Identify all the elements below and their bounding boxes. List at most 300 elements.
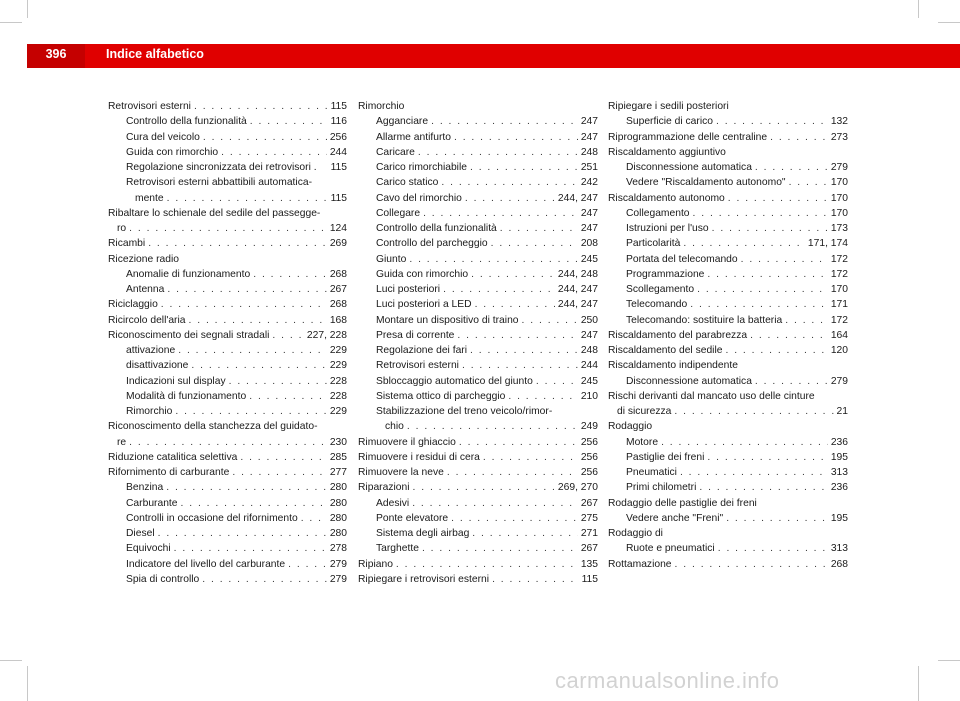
dot-leader: [419, 541, 578, 556]
index-entry-page: 245: [580, 375, 598, 387]
index-entry-page: 279: [329, 558, 347, 570]
dot-leader: [469, 526, 578, 541]
index-entry-term: ro: [117, 223, 127, 234]
dot-leader: [713, 114, 828, 129]
dot-leader: [456, 435, 578, 450]
index-entry: [108, 99, 347, 114]
index-entry-term: Ripiano: [358, 558, 393, 570]
dot-leader: [218, 145, 327, 160]
index-entry-term: Cavo del rimorchio: [376, 192, 462, 204]
index-entry-page: 228: [329, 375, 347, 387]
index-entry: [108, 236, 347, 251]
index-entry-page: 242: [580, 177, 598, 189]
index-entry: [358, 465, 598, 480]
index-entry-page: 278: [329, 543, 347, 555]
index-entry: [608, 160, 848, 175]
index-entry-term: Regolazione dei fari: [376, 345, 468, 356]
index-entry-term: Riduzione catalitica selettiva: [108, 451, 238, 463]
dot-leader: [468, 267, 555, 282]
dot-leader: [680, 236, 805, 251]
index-entry-page: 256: [580, 467, 598, 478]
index-entry-term: Rimuovere la neve: [358, 467, 444, 478]
index-entry: [108, 389, 347, 404]
dot-leader: [704, 267, 827, 282]
index-entry: [358, 221, 598, 236]
dot-leader: [451, 130, 578, 145]
index-entry-term: Controllo del parcheggio: [376, 238, 488, 250]
index-entry-page: 280: [329, 512, 347, 524]
index-entry-term: Rimuovere il ghiaccio: [358, 436, 456, 448]
index-entry-page: 269: [329, 238, 347, 250]
index-entry: [608, 480, 848, 495]
index-entry: [358, 511, 598, 526]
index-entry-term: Montare un dispositivo di traino: [376, 314, 519, 326]
dot-leader: [747, 328, 828, 343]
index-entry-term: Modalità di funzionamento: [126, 390, 247, 402]
index-entry-page: 210: [580, 390, 598, 402]
index-entry: [358, 374, 598, 389]
watermark: carmanualsonline.info: [555, 668, 780, 693]
index-entry-page: 313: [830, 467, 848, 478]
index-entry-page: 236: [830, 482, 848, 494]
index-entry-term: Primi chilometri: [626, 482, 697, 494]
index-entry-term: Istruzioni per l'uso: [626, 223, 709, 234]
index-entry: [108, 511, 347, 526]
index-entry: [608, 206, 848, 221]
index-entry-term: Pneumatici: [626, 467, 677, 478]
dot-leader: [725, 191, 828, 206]
index-entry-term: Adesivi: [376, 497, 410, 509]
crop-mark: [918, 0, 919, 18]
index-entry: [358, 496, 598, 511]
index-entry-term: Riparazioni: [358, 482, 410, 494]
index-entry-term: Telecomando: [626, 299, 688, 311]
index-entry: [608, 252, 848, 267]
index-entry-page: 250: [580, 314, 598, 326]
index-entry: [108, 541, 347, 556]
dot-leader: [420, 206, 578, 221]
index-entry: [108, 465, 347, 480]
index-entry: [358, 297, 598, 312]
index-entry-page: 267: [580, 497, 598, 509]
index-entry-term: Riscaldamento aggiuntivo: [608, 146, 726, 158]
dot-leader: [533, 374, 578, 389]
index-entry-term: Ricezione radio: [108, 253, 179, 265]
index-entry: [608, 465, 848, 480]
index-entry-page: 279: [329, 573, 347, 585]
index-entry-page: 256: [580, 436, 598, 448]
index-entry: [108, 435, 347, 450]
dot-leader: [671, 404, 833, 419]
index-entry: [358, 572, 598, 587]
dot-leader: [229, 465, 326, 480]
index-entry-term: Rodaggio delle pastiglie dei freni: [608, 497, 757, 509]
index-entry-term: Guida con rimorchio: [376, 268, 469, 280]
index-entry-page: 267: [580, 543, 598, 555]
index-entry-page: 247: [580, 223, 598, 234]
index-entry-page: 172: [830, 268, 848, 280]
index-entry-term: Rottamazione: [608, 558, 672, 570]
index-entry: [358, 191, 598, 206]
dot-leader: [519, 313, 578, 328]
dot-leader: [409, 496, 578, 511]
index-entry-page: 124: [329, 223, 347, 234]
index-entry: [108, 114, 347, 129]
page-number: 396: [45, 47, 67, 61]
index-entry-page: 229: [329, 345, 347, 356]
index-entry-page: 172: [830, 314, 848, 326]
index-entry-page: 280: [329, 497, 347, 509]
index-entry-term: Spia di controllo: [126, 573, 200, 585]
dot-leader: [709, 221, 828, 236]
dot-leader: [186, 313, 327, 328]
index-entry: [608, 496, 848, 511]
index-entry-term: Agganciare: [376, 116, 429, 128]
index-entry: [108, 374, 347, 389]
dot-leader: [696, 480, 827, 495]
dot-leader: [199, 572, 327, 587]
index-entry-page: 170: [830, 177, 848, 189]
index-entry-term: Ribaltare lo schienale del sedile del passegge-: [108, 207, 321, 219]
dot-leader: [752, 374, 828, 389]
crop-mark: [27, 0, 28, 18]
index-entry-page: 228: [329, 390, 347, 402]
index-entry: [608, 267, 848, 282]
index-entry: [358, 419, 598, 434]
index-entry: [108, 343, 347, 358]
index-entry: [108, 404, 347, 419]
index-entry: [608, 313, 848, 328]
index-entry-page: 170: [830, 192, 848, 204]
index-entry-page: 195: [830, 451, 848, 463]
index-entry-page: 245: [580, 253, 598, 265]
dot-leader: [393, 557, 578, 572]
index-entry-term: Rimuovere i residui di cera: [358, 451, 480, 463]
index-entry-term: Particolarità: [626, 238, 681, 250]
index-entry: [358, 130, 598, 145]
index-entry-page: 280: [329, 482, 347, 494]
dot-leader: [723, 511, 828, 526]
index-entry-page: 120: [830, 345, 848, 356]
index-entry-page: 279: [830, 162, 848, 173]
index-entry-page: 280: [329, 528, 347, 539]
index-entry-term: Riconoscimento dei segnali stradali: [108, 329, 270, 341]
index-entry-term: Superficie di carico: [626, 116, 713, 128]
index-entry-page: 248: [580, 345, 598, 356]
index-entry: [358, 313, 598, 328]
index-entry-term: disattivazione: [126, 360, 189, 372]
dot-leader: [489, 572, 579, 587]
index-entry-page: 268: [329, 268, 347, 280]
index-entry-term: Guida con rimorchio: [126, 146, 219, 158]
index-entry: [608, 328, 848, 343]
index-entry-page: 195: [830, 512, 848, 524]
index-entry: [358, 160, 598, 175]
index-entry: [358, 99, 598, 114]
index-entry: [108, 175, 347, 190]
index-entry: [358, 236, 598, 251]
index-entry: [358, 435, 598, 450]
index-entry-term: Retrovisori esterni: [108, 101, 191, 112]
index-entry-page: 268: [830, 558, 848, 570]
index-entry: [358, 541, 598, 556]
index-entry-term: Giunto: [376, 253, 407, 265]
index-entry-page: 313: [830, 543, 848, 555]
page-title: Indice alfabetico: [106, 47, 204, 61]
index-entry: [358, 175, 598, 190]
index-entry-term: Riscaldamento indipendente: [608, 360, 738, 372]
index-entry: [358, 557, 598, 572]
index-entry-page: 236: [830, 436, 848, 448]
dot-leader: [163, 480, 327, 495]
index-entry: [108, 557, 347, 572]
index-entry: [108, 358, 347, 373]
index-entry: [108, 160, 347, 175]
index-entry-page: 116: [330, 116, 347, 128]
index-entry-term: Luci posteriori a LED: [376, 299, 472, 311]
index-entry-term: Luci posteriori: [376, 284, 441, 295]
index-entry: [358, 526, 598, 541]
dot-leader: [175, 343, 327, 358]
index-entry: [608, 541, 848, 556]
index-entry-term: Ponte elevatore: [376, 512, 449, 524]
index-entry-term: Caricare: [376, 146, 415, 158]
index-entry-page: 244, 248: [557, 268, 598, 280]
index-entry-term: Sbloccaggio automatico del giunto: [376, 375, 533, 387]
dot-leader: [444, 465, 578, 480]
index-entry: [358, 450, 598, 465]
index-entry-term: Rodaggio di: [608, 528, 663, 539]
dot-leader: [448, 511, 578, 526]
index-column-2: [358, 99, 598, 587]
index-entry: [108, 267, 347, 282]
index-entry-page: 115: [330, 101, 347, 112]
dot-leader: [285, 557, 327, 572]
index-entry-term: Riprogrammazione delle centraline: [608, 131, 768, 143]
dot-leader: [250, 267, 327, 282]
index-entry-page: 256: [329, 131, 347, 143]
index-entry: [108, 450, 347, 465]
index-entry: [108, 313, 347, 328]
index-entry-term: Sistema ottico di parcheggio: [376, 390, 506, 402]
index-entry-term: Allarme antifurto: [376, 131, 451, 143]
dot-leader: [200, 130, 327, 145]
index-entry-page: 267: [329, 284, 347, 295]
index-entry-term: Scollegamento: [626, 284, 695, 295]
index-entry: [108, 419, 347, 434]
dot-leader: [472, 297, 555, 312]
index-entry: [608, 191, 848, 206]
dot-leader: [237, 450, 326, 465]
index-entry-page: 244: [329, 146, 347, 158]
index-entry-term: Controllo della funzionalità: [376, 223, 497, 234]
index-entry-term: Riscaldamento del sedile: [608, 345, 723, 356]
index-entry-term: chio: [385, 421, 404, 433]
index-entry-page: 244, 247: [557, 284, 598, 295]
index-entry-page: 230: [329, 436, 347, 448]
index-entry-term: Indicazioni sul display: [126, 375, 226, 387]
index-entry-term: Targhette: [376, 543, 419, 555]
crop-mark: [0, 660, 22, 661]
index-entry: [108, 328, 347, 343]
dot-leader: [738, 252, 828, 267]
index-entry: [358, 282, 598, 297]
index-entry-page: 269, 270: [557, 482, 598, 494]
crop-mark: [918, 666, 919, 701]
index-entry-term: Riscaldamento del parabrezza: [608, 329, 748, 341]
dot-leader: [480, 450, 578, 465]
index-entry-page: 229: [329, 360, 347, 372]
index-entry-term: re: [117, 436, 127, 448]
crop-mark: [938, 22, 960, 23]
index-entry-term: Benzina: [126, 482, 164, 494]
index-entry-page: 285: [329, 451, 347, 463]
index-entry-term: Controlli in occasione del rifornimento: [126, 512, 298, 524]
index-entry: [608, 236, 848, 251]
dot-leader: [155, 526, 327, 541]
index-entry: [608, 374, 848, 389]
index-entry: [608, 404, 848, 419]
dot-leader: [158, 297, 327, 312]
index-entry-term: Rimorchio: [358, 101, 405, 112]
dot-leader: [694, 282, 828, 297]
index-entry-term: Portata del telecomando: [626, 253, 738, 265]
index-entry-page: 171: [830, 299, 848, 311]
index-entry-page: 251: [580, 162, 598, 173]
index-entry: [608, 130, 848, 145]
dot-leader: [677, 465, 828, 480]
dot-leader: [454, 328, 577, 343]
dot-leader: [246, 389, 327, 404]
dot-leader: [406, 252, 577, 267]
index-entry-term: Disconnessione automatica: [626, 162, 752, 173]
index-entry-page: 244, 247: [557, 299, 598, 311]
dot-leader: [658, 435, 828, 450]
index-entry-term: Cura del veicolo: [126, 131, 200, 143]
index-entry-term: Ricambi: [108, 238, 146, 250]
index-entry-page: 208: [580, 238, 598, 250]
index-entry-term: Ripiegare i retrovisori esterni: [358, 573, 490, 585]
index-entry-page: 229: [329, 406, 347, 417]
index-entry-term: Ruote e pneumatici: [626, 543, 715, 555]
dot-leader: [126, 435, 327, 450]
dot-leader: [782, 313, 828, 328]
index-entry-page: 248: [580, 146, 598, 158]
index-entry-term: Vedere "Riscaldamento autonomo": [626, 177, 786, 189]
index-entry: [608, 145, 848, 160]
index-entry: [108, 297, 347, 312]
index-entry: [108, 206, 347, 221]
index-entry: [608, 114, 848, 129]
index-entry-term: Disconnessione automatica: [626, 375, 752, 387]
index-entry-term: Rifornimento di carburante: [108, 467, 230, 478]
index-entry-page: 168: [329, 314, 347, 326]
index-entry: [358, 328, 598, 343]
index-entry-term: Indicatore del livello del carburante: [126, 558, 286, 570]
index-entry-term: Diesel: [126, 528, 155, 539]
dot-leader: [188, 358, 326, 373]
index-entry: [108, 191, 347, 206]
index-column-1: [108, 99, 347, 587]
index-entry-page: 247: [580, 116, 598, 128]
index-entry: [608, 282, 848, 297]
index-entry-term: Rodaggio: [608, 421, 653, 433]
index-entry: [108, 221, 347, 236]
index-entry-term: Collegamento: [626, 207, 690, 219]
dot-leader: [404, 419, 578, 434]
index-entry-term: Vedere anche "Freni": [626, 512, 724, 524]
dot-leader: [226, 374, 327, 389]
dot-leader: [786, 175, 828, 190]
index-entry-term: Pastiglie dei freni: [626, 451, 705, 463]
index-entry-term: Ripiegare i sedili posteriori: [608, 101, 729, 112]
index-entry-term: Riconoscimento della stanchezza del guidato-: [108, 421, 318, 433]
index-entry: [608, 221, 848, 236]
index-entry: [608, 99, 848, 114]
dot-leader: [269, 328, 304, 343]
index-column-3: [608, 99, 848, 572]
dot-leader: [438, 175, 577, 190]
index-entry-page: 247: [580, 207, 598, 219]
index-entry-page: 279: [830, 375, 848, 387]
index-entry-page: 247: [580, 329, 598, 341]
dot-leader: [247, 114, 328, 129]
dot-leader: [298, 511, 327, 526]
index-entry: [358, 267, 598, 282]
index-entry-term: Retrovisori esterni abbattibili automatica-: [126, 177, 312, 189]
index-entry-page: 244: [580, 360, 598, 372]
index-entry-term: Riciclaggio: [108, 299, 158, 311]
dot-leader: [488, 236, 578, 251]
dot-leader: [191, 99, 328, 114]
index-entry: [608, 557, 848, 572]
dot-leader: [171, 541, 327, 556]
index-entry: [108, 252, 347, 267]
dot-leader: [722, 343, 827, 358]
index-entry-term: Stabilizzazione del treno veicolo/rimor-: [376, 406, 553, 417]
dot-leader: [126, 221, 327, 236]
dot-leader: [704, 450, 827, 465]
crop-mark: [27, 666, 28, 701]
index-entry: [358, 358, 598, 373]
index-entry-page: 132: [830, 116, 848, 128]
dot-leader: [164, 191, 328, 206]
index-entry-term: di sicurezza: [617, 406, 672, 417]
dot-leader: [687, 297, 828, 312]
index-entry-page: 249: [580, 421, 598, 433]
index-entry: [608, 419, 848, 434]
index-entry: [608, 175, 848, 190]
index-entry-page: 172: [830, 253, 848, 265]
index-entry-term: Ricircolo dell'aria: [108, 314, 186, 326]
index-entry: [608, 450, 848, 465]
index-entry: [108, 526, 347, 541]
index-entry: [608, 389, 848, 404]
index-entry-page: 115: [330, 192, 347, 204]
index-entry: [608, 526, 848, 541]
dot-leader: [715, 541, 828, 556]
index-entry: [608, 297, 848, 312]
index-entry: [108, 145, 347, 160]
index-entry: [358, 389, 598, 404]
index-entry-page: 115: [330, 162, 347, 173]
index-entry-term: Motore: [626, 436, 659, 448]
dot-leader: [145, 236, 327, 251]
index-entry-page: 268: [329, 299, 347, 311]
index-entry-page: 173: [830, 223, 848, 234]
index-entry: [108, 496, 347, 511]
index-entry-term: Programmazione: [626, 268, 705, 280]
